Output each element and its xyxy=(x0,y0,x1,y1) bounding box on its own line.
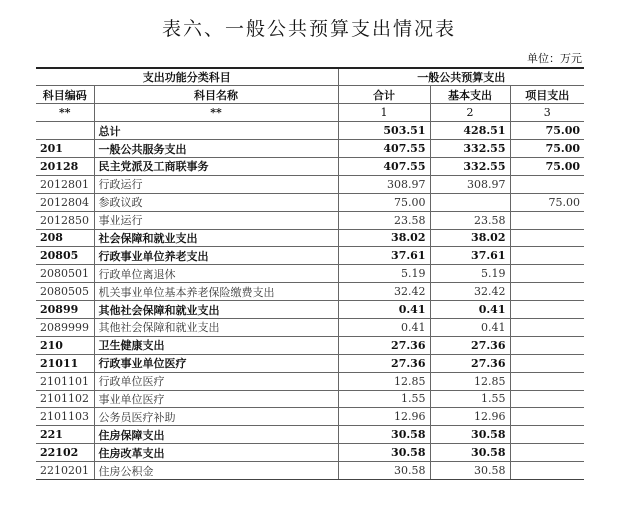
row-name-cell: 参政议政 xyxy=(94,193,338,211)
row-basic-cell: 428.51 xyxy=(430,122,510,140)
row-basic-cell: 32.42 xyxy=(430,283,510,301)
row-total-cell: 0.41 xyxy=(338,318,430,336)
header-total: 合计 xyxy=(338,86,430,104)
index-basic: 2 xyxy=(430,104,510,122)
row-code-cell: 2080501 xyxy=(36,265,94,283)
row-code-cell: 2101103 xyxy=(36,408,94,426)
row-code-cell: 2012804 xyxy=(36,193,94,211)
table-row xyxy=(36,193,584,211)
table-row xyxy=(36,426,584,444)
row-name-cell: 社会保障和就业支出 xyxy=(94,229,338,247)
row-code-cell: 20128 xyxy=(36,157,94,175)
table-row xyxy=(36,283,584,301)
row-total-cell: 407.55 xyxy=(338,140,430,158)
row-basic-cell: 12.96 xyxy=(430,408,510,426)
row-project-cell: 75.00 xyxy=(510,193,584,211)
row-total-cell: 30.58 xyxy=(338,426,430,444)
row-name-cell: 行政事业单位养老支出 xyxy=(94,247,338,265)
row-basic-cell: 1.55 xyxy=(430,390,510,408)
row-code-cell xyxy=(36,122,94,140)
row-code-cell: 201 xyxy=(36,140,94,158)
row-code-cell: 2101102 xyxy=(36,390,94,408)
row-project-cell xyxy=(510,408,584,426)
table-row xyxy=(36,354,584,372)
row-name-cell: 机关事业单位基本养老保险缴费支出 xyxy=(94,283,338,301)
row-project-cell xyxy=(510,336,584,354)
index-total: 1 xyxy=(338,104,430,122)
row-total-cell: 27.36 xyxy=(338,354,430,372)
table-row xyxy=(36,390,584,408)
table-row xyxy=(36,301,584,319)
row-name-cell: 行政单位离退休 xyxy=(94,265,338,283)
header-index-row xyxy=(36,104,584,122)
unit-label: 单位：万元 xyxy=(527,52,582,65)
row-code-cell: 2089999 xyxy=(36,318,94,336)
row-project-cell xyxy=(510,426,584,444)
table-title: 表六、一般公共预算支出情况表 xyxy=(161,18,456,40)
marker-code: ** xyxy=(36,104,94,122)
budget-table xyxy=(36,67,584,480)
row-name-cell: 公务员医疗补助 xyxy=(94,408,338,426)
row-project-cell xyxy=(510,265,584,283)
row-project-cell xyxy=(510,390,584,408)
row-total-cell: 12.96 xyxy=(338,408,430,426)
row-code-cell: 2012801 xyxy=(36,175,94,193)
row-project-cell: 75.00 xyxy=(510,140,584,158)
row-basic-cell: 23.58 xyxy=(430,211,510,229)
row-project-cell xyxy=(510,229,584,247)
table-row xyxy=(36,372,584,390)
row-total-cell: 27.36 xyxy=(338,336,430,354)
row-project-cell xyxy=(510,354,584,372)
header-code: 科目编码 xyxy=(36,86,94,104)
header-group-left: 支出功能分类科目 xyxy=(36,68,338,86)
row-name-cell: 一般公共服务支出 xyxy=(94,140,338,158)
row-name-cell: 卫生健康支出 xyxy=(94,336,338,354)
row-code-cell: 22102 xyxy=(36,444,94,462)
table-row xyxy=(36,157,584,175)
row-name-cell: 行政单位医疗 xyxy=(94,372,338,390)
table-row xyxy=(36,408,584,426)
row-basic-cell: 27.36 xyxy=(430,336,510,354)
row-total-cell: 23.58 xyxy=(338,211,430,229)
row-total-cell: 30.58 xyxy=(338,462,430,480)
table-row xyxy=(36,318,584,336)
row-project-cell xyxy=(510,283,584,301)
row-name-cell: 住房公积金 xyxy=(94,462,338,480)
table-row xyxy=(36,444,584,462)
row-total-cell: 37.61 xyxy=(338,247,430,265)
row-name-cell: 行政事业单位医疗 xyxy=(94,354,338,372)
header-project: 项目支出 xyxy=(510,86,584,104)
row-basic-cell: 308.97 xyxy=(430,175,510,193)
row-name-cell: 其他社会保障和就业支出 xyxy=(94,318,338,336)
row-code-cell: 2080505 xyxy=(36,283,94,301)
table-row xyxy=(36,122,584,140)
row-code-cell: 20805 xyxy=(36,247,94,265)
row-project-cell xyxy=(510,462,584,480)
row-total-cell: 5.19 xyxy=(338,265,430,283)
row-basic-cell: 30.58 xyxy=(430,444,510,462)
row-code-cell: 21011 xyxy=(36,354,94,372)
index-project: 3 xyxy=(510,104,584,122)
row-basic-cell: 27.36 xyxy=(430,354,510,372)
row-total-cell: 407.55 xyxy=(338,157,430,175)
row-project-cell xyxy=(510,372,584,390)
row-code-cell: 2101101 xyxy=(36,372,94,390)
row-code-cell: 20899 xyxy=(36,301,94,319)
table-row xyxy=(36,211,584,229)
marker-name: ** xyxy=(94,104,338,122)
header-column-row xyxy=(36,86,584,104)
table-row xyxy=(36,229,584,247)
row-project-cell xyxy=(510,211,584,229)
header-basic: 基本支出 xyxy=(430,86,510,104)
row-code-cell: 221 xyxy=(36,426,94,444)
table-row xyxy=(36,336,584,354)
row-project-cell: 75.00 xyxy=(510,157,584,175)
header-group-row xyxy=(36,68,584,86)
row-name-cell: 住房改革支出 xyxy=(94,444,338,462)
row-project-cell xyxy=(510,318,584,336)
row-project-cell xyxy=(510,444,584,462)
header-group-right: 一般公共预算支出 xyxy=(338,68,584,86)
row-basic-cell: 30.58 xyxy=(430,426,510,444)
row-basic-cell: 12.85 xyxy=(430,372,510,390)
row-total-cell: 30.58 xyxy=(338,444,430,462)
row-name-cell: 事业运行 xyxy=(94,211,338,229)
row-project-cell xyxy=(510,247,584,265)
row-project-cell xyxy=(510,175,584,193)
row-basic-cell: 332.55 xyxy=(430,157,510,175)
row-code-cell: 2012850 xyxy=(36,211,94,229)
table-row xyxy=(36,265,584,283)
row-name-cell: 住房保障支出 xyxy=(94,426,338,444)
row-name-cell: 民主党派及工商联事务 xyxy=(94,157,338,175)
row-basic-cell: 30.58 xyxy=(430,462,510,480)
row-total-cell: 75.00 xyxy=(338,193,430,211)
row-basic-cell: 37.61 xyxy=(430,247,510,265)
row-name-cell: 其他社会保障和就业支出 xyxy=(94,301,338,319)
header-name: 科目名称 xyxy=(94,86,338,104)
row-name-cell: 事业单位医疗 xyxy=(94,390,338,408)
row-basic-cell xyxy=(430,193,510,211)
row-name-cell: 总计 xyxy=(94,122,338,140)
table-row xyxy=(36,175,584,193)
row-basic-cell: 0.41 xyxy=(430,318,510,336)
row-code-cell: 2210201 xyxy=(36,462,94,480)
row-basic-cell: 5.19 xyxy=(430,265,510,283)
table-row xyxy=(36,247,584,265)
table-row xyxy=(36,140,584,158)
row-total-cell: 503.51 xyxy=(338,122,430,140)
row-basic-cell: 38.02 xyxy=(430,229,510,247)
row-basic-cell: 332.55 xyxy=(430,140,510,158)
table-row xyxy=(36,462,584,480)
row-total-cell: 38.02 xyxy=(338,229,430,247)
table-body xyxy=(36,122,584,480)
row-total-cell: 32.42 xyxy=(338,283,430,301)
row-total-cell: 12.85 xyxy=(338,372,430,390)
row-basic-cell: 0.41 xyxy=(430,301,510,319)
row-project-cell: 75.00 xyxy=(510,122,584,140)
row-total-cell: 308.97 xyxy=(338,175,430,193)
row-name-cell: 行政运行 xyxy=(94,175,338,193)
row-code-cell: 210 xyxy=(36,336,94,354)
row-total-cell: 1.55 xyxy=(338,390,430,408)
row-project-cell xyxy=(510,301,584,319)
row-total-cell: 0.41 xyxy=(338,301,430,319)
row-code-cell: 208 xyxy=(36,229,94,247)
